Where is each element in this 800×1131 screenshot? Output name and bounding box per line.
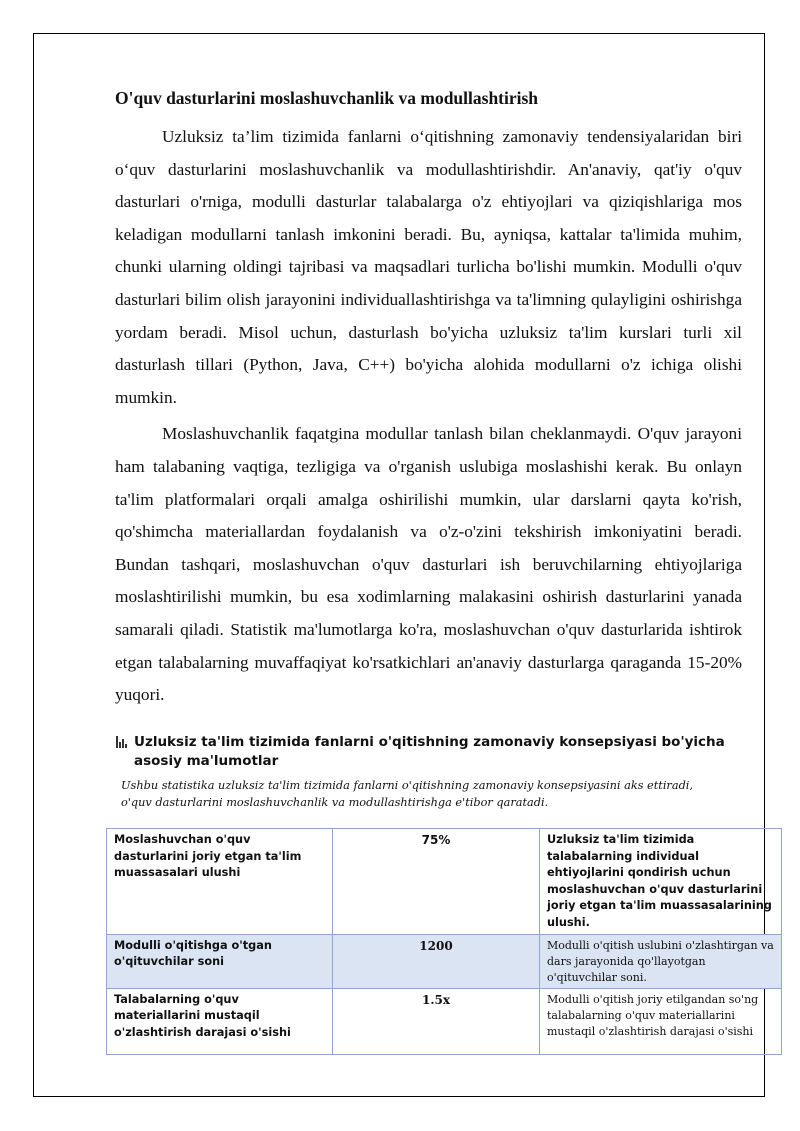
stats-title — [115, 733, 742, 771]
paragraph-2: Moslashuvchanlik faqatgina modullar tanlash bilan cheklanmaydi. O'quv jarayoni ham talabaning vaqtiga, tezligiga va o'rganish uslubiga moslashishi kerak. Bu onlayn ta'lim platformalari orqali amalga oshirilishi mumkin, ular darslarni qayta ko'rish, qo'shimcha materiallardan foydalanish va o'z-o'zini tekshirish imkoniyatini beradi. Bundan tashqari, moslashuvchan o'quv dasturlari ish beruvchilarning ehtiyojlariga moslashtirilishi mumkin, bu esa xodimlarning malakasini oshirish dasturlarini yanada samarali qiladi. Statistik ma'lumotlarga ko'ra, moslashuvchan o'quv dasturlarida ishtirok etgan talabalarning muvaffaqiyat ko'rsatkichlari an'anaviy dasturlarga qaraganda 15-20% yuqori. — [115, 424, 742, 705]
row-value: 1.5x — [333, 988, 540, 1054]
stats-table — [106, 828, 782, 1055]
row-value: 1200 — [333, 934, 540, 988]
row-description: Modulli o'qitish uslubini o'zlashtirgan va dars jarayonida qo'llayotgan o'qituvchilar soni. — [540, 934, 782, 988]
stats-description: Ushbu statistika uzluksiz ta'lim tizimida fanlarni o'qitishning zamonaviy konsepsiyasini aks ettiradi, o'quv dasturlarini moslashuvchanlik va modullashtirishga e'tibor qaratadi. — [121, 778, 693, 810]
row-value: 75% — [333, 829, 540, 935]
document-body — [115, 86, 742, 812]
table-row — [107, 829, 782, 935]
table-row — [107, 988, 782, 1054]
table-row — [107, 934, 782, 988]
row-label: Moslashuvchan o'quv dasturlarini joriy etgan ta'lim muassasalari ulushi — [107, 829, 333, 935]
stats-title-text: Uzluksiz ta'lim tizimida fanlarni o'qitishning zamonaviy konsepsiyasi bo'yicha asosiy ma'lumotlar — [134, 733, 725, 769]
row-description: Modulli o'qitish joriy etilgandan so'ng talabalarning o'quv materiallarini mustaqil o'zlashtirish darajasi o'sishi — [540, 988, 782, 1054]
bar-chart-icon — [116, 736, 128, 748]
row-description: Uzluksiz ta'lim tizimida talabalarning individual ehtiyojlarini qondirish uchun moslashuvchan o'quv dasturlarini joriy etgan ta'lim muassasalarining ulushi. — [540, 829, 782, 935]
row-label: Talabalarning o'quv materiallarini mustaqil o'zlashtirish darajasi o'sishi — [107, 988, 333, 1054]
row-label: Modulli o'qitishga o'tgan o'qituvchilar soni — [107, 934, 333, 988]
section-heading: O'quv dasturlarini moslashuvchanlik va modullashtirish — [115, 88, 539, 108]
paragraph-1: Uzluksiz ta’lim tizimida fanlarni o‘qitishning zamonaviy tendensiyalaridan biri o‘quv dasturlarini moslashuvchanlik va modullashtirishdir. An'anaviy, qat'iy o'quv dasturlari o'rniga, modulli dasturlar talabalarga o'z ehtiyojlari va qiziqishlariga mos keladigan modullarni tanlash imkonini beradi. Bu, ayniqsa, kattalar ta'limida muhim, chunki ularning oldingi tajribasi va maqsadlari turlicha bo'lishi mumkin. Modulli o'quv dasturlari bilim olish jarayonini individuallashtirishga va ta'limning qulayligini oshirishga yordam beradi. Misol uchun, dasturlash bo'yicha uzluksiz ta'lim kurslari turli xil dasturlash tillari (Python, Java, C++) bo'yicha alohida modullarni o'z ichiga olishi mumkin. — [115, 127, 742, 407]
